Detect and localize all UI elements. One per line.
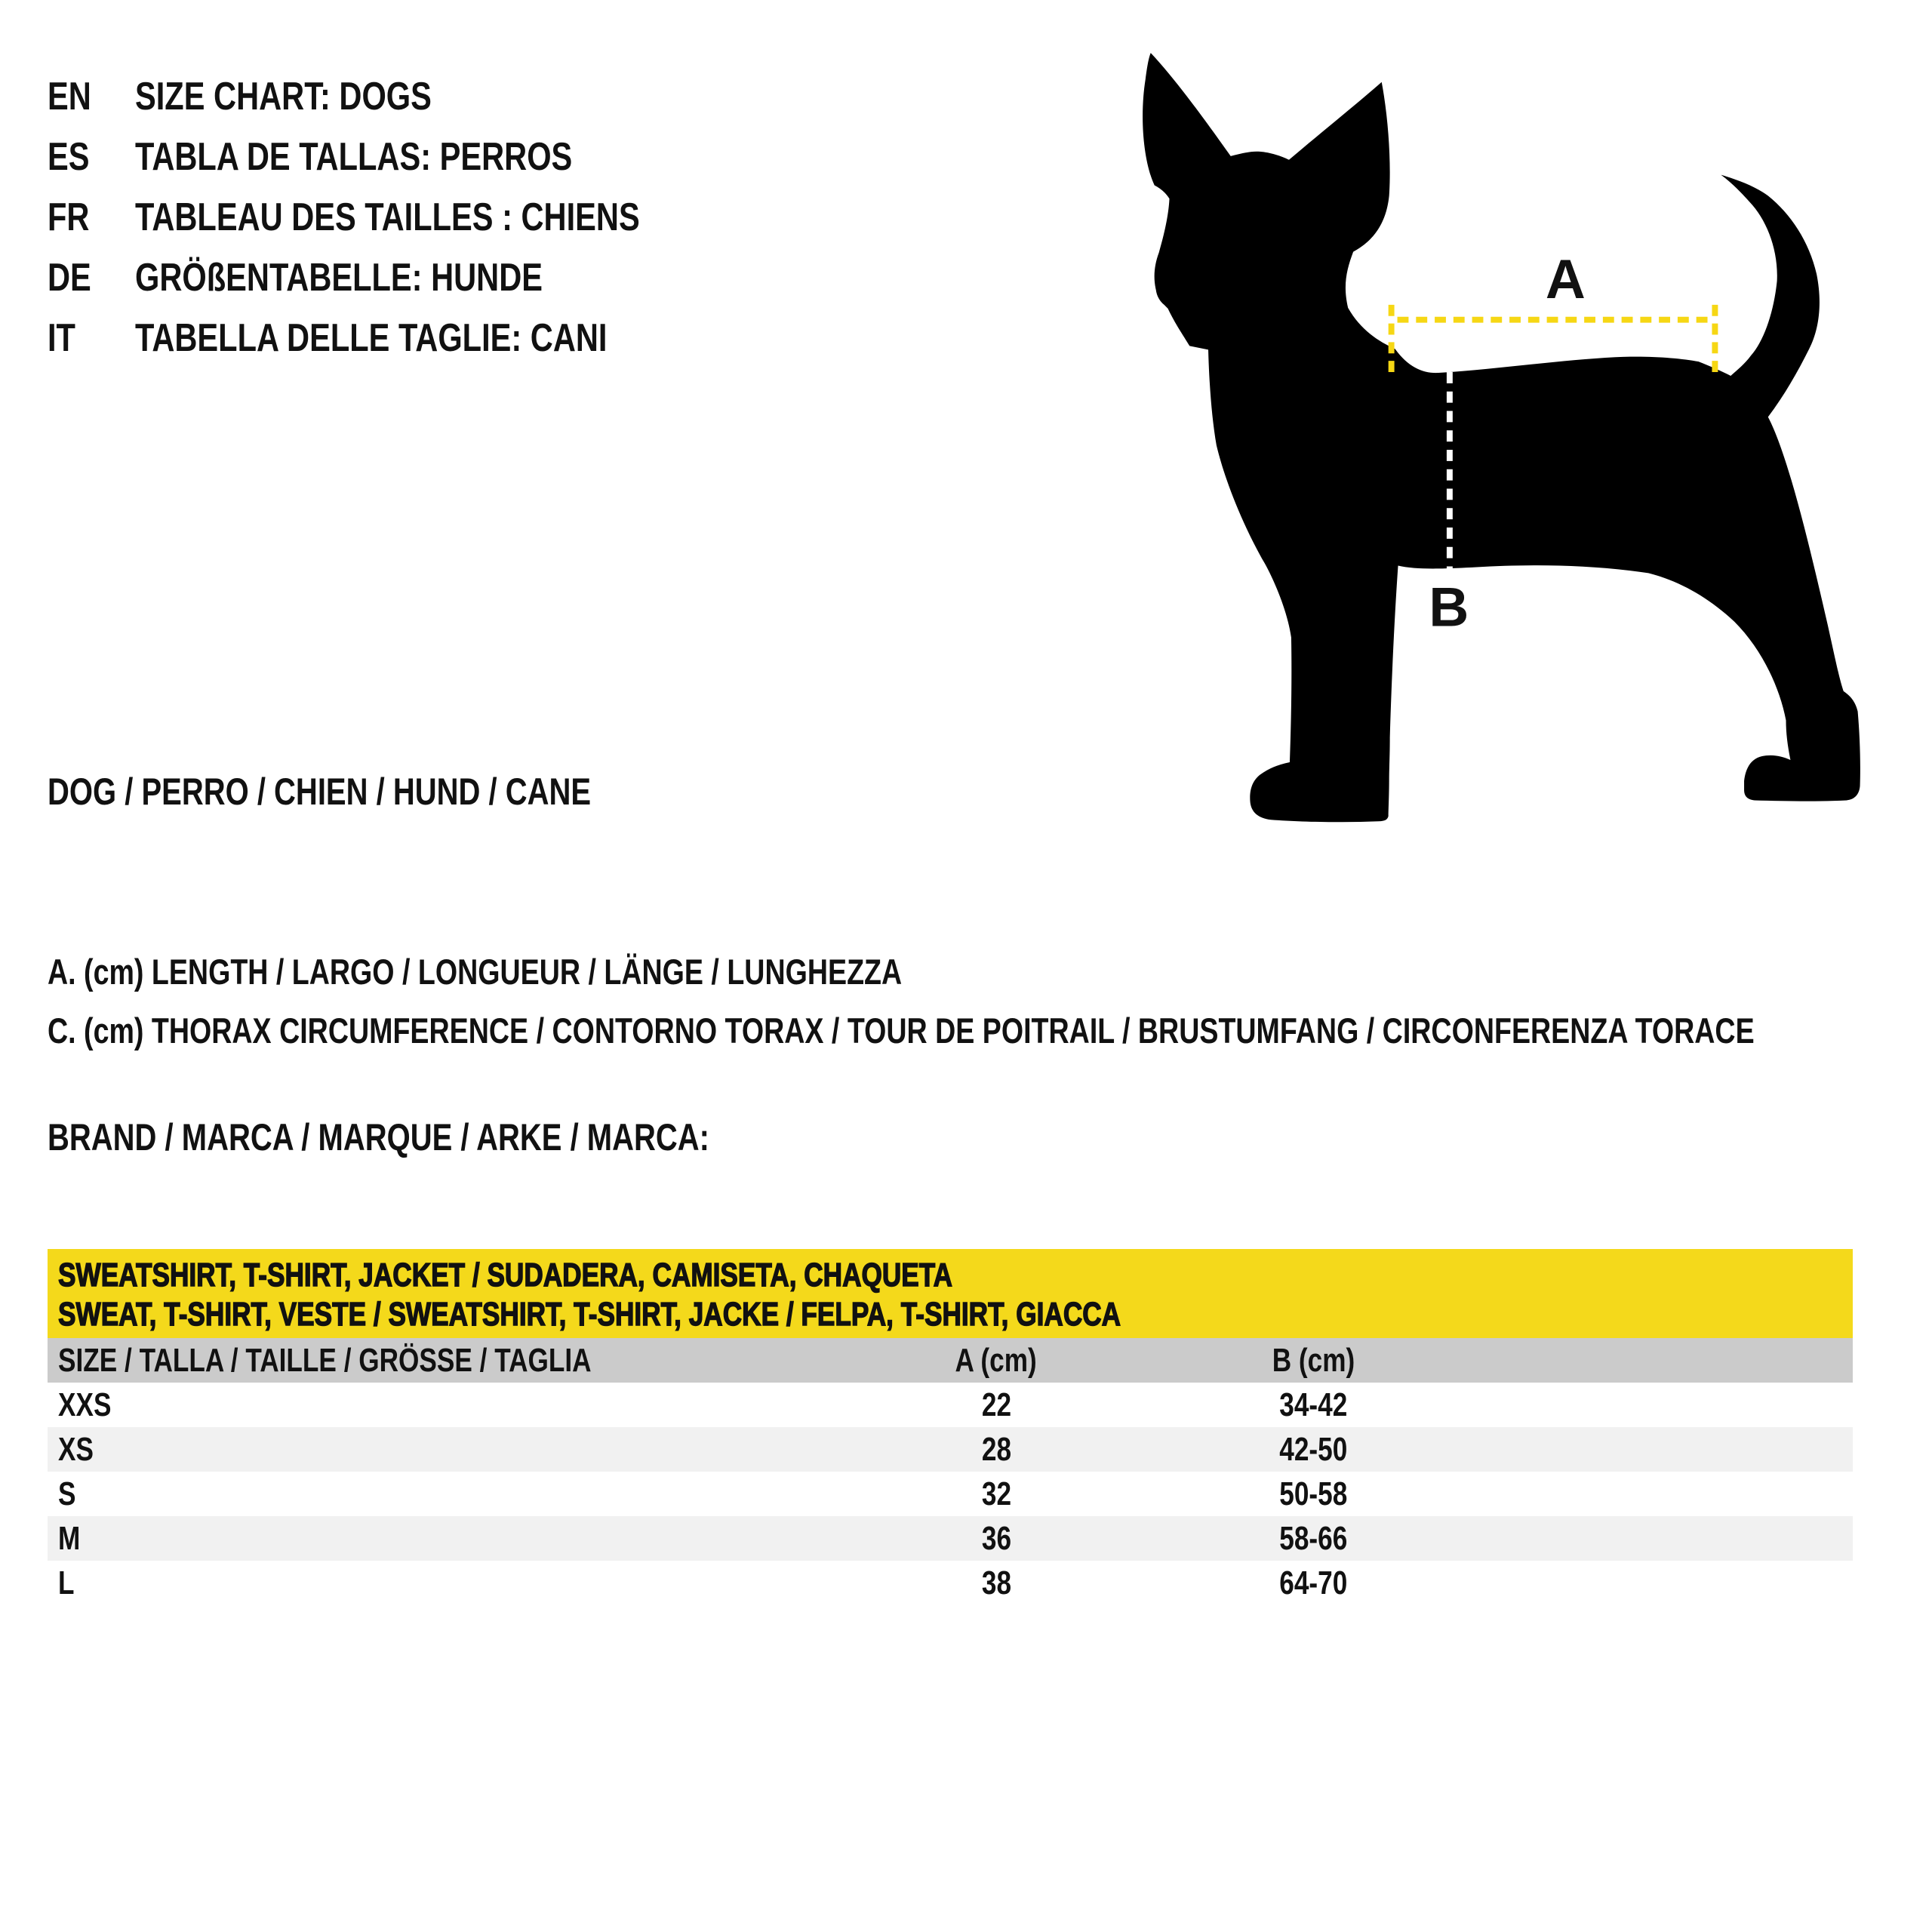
measure-b-label: B bbox=[1429, 576, 1469, 638]
column-header-b: B (cm) bbox=[1272, 1341, 1355, 1379]
row-a-value: 28 bbox=[981, 1430, 1011, 1468]
language-row-fr bbox=[48, 187, 766, 248]
animal-caption: DOG / PERRO / CHIEN / HUND / CANE bbox=[48, 771, 592, 813]
row-b-value: 50-58 bbox=[1278, 1475, 1348, 1512]
row-a-value: 38 bbox=[981, 1564, 1011, 1601]
row-size-label: S bbox=[58, 1475, 76, 1512]
language-title: SIZE CHART: DOGS bbox=[135, 75, 432, 118]
language-code: ES bbox=[48, 135, 90, 179]
size-table bbox=[48, 1249, 1853, 1605]
size-table-header-line-1: SWEATSHIRT, T-SHIRT, JACKET / SUDADERA, CAMISETA, CHAQUETA bbox=[58, 1257, 953, 1294]
row-b-value: 42-50 bbox=[1278, 1430, 1348, 1468]
row-size-label: M bbox=[58, 1519, 81, 1557]
row-size-label: XXS bbox=[58, 1386, 112, 1423]
language-row-de bbox=[48, 248, 766, 308]
dog-measurement-diagram bbox=[1132, 45, 1902, 857]
language-code: IT bbox=[48, 316, 75, 360]
language-row-es bbox=[48, 127, 766, 187]
row-b-value: 58-66 bbox=[1278, 1519, 1348, 1557]
language-row-it bbox=[48, 308, 766, 368]
language-title: TABLA DE TALLAS: PERROS bbox=[135, 135, 573, 179]
row-b-value: 34-42 bbox=[1278, 1386, 1348, 1423]
dog-silhouette-illustration bbox=[1143, 53, 1860, 822]
table-row bbox=[48, 1516, 1853, 1561]
size-table-column-header-row bbox=[48, 1338, 1853, 1383]
row-a-value: 32 bbox=[981, 1475, 1011, 1512]
brand-label: BRAND / MARCA / MARQUE / ARKE / MARCA: bbox=[48, 1116, 709, 1158]
row-size-label: L bbox=[58, 1564, 75, 1601]
size-table-header bbox=[48, 1249, 1853, 1338]
column-header-a: A (cm) bbox=[955, 1341, 1038, 1379]
table-row bbox=[48, 1427, 1853, 1472]
row-b-value: 64-70 bbox=[1278, 1564, 1348, 1601]
language-title: TABELLA DELLE TAGLIE: CANI bbox=[135, 316, 608, 360]
table-row bbox=[48, 1561, 1853, 1605]
column-header-size: SIZE / TALLA / TAILLE / GRÖSSE / TAGLIA bbox=[58, 1341, 592, 1379]
table-row bbox=[48, 1383, 1853, 1427]
row-size-label: XS bbox=[58, 1430, 94, 1468]
language-code: DE bbox=[48, 256, 91, 300]
legend-line-c: C. (cm) THORAX CIRCUMFERENCE / CONTORNO TORAX / TOUR DE POITRAIL / BRUSTUMFANG / CIRCONFERENZA TORACE bbox=[48, 1010, 1755, 1051]
language-title: GRÖßENTABELLE: HUNDE bbox=[135, 256, 543, 300]
legend-line-a: A. (cm) LENGTH / LARGO / LONGUEUR / LÄNGE / LUNGHEZZA bbox=[48, 951, 903, 992]
language-code: EN bbox=[48, 75, 91, 118]
language-code: FR bbox=[48, 195, 90, 239]
measure-a-label: A bbox=[1545, 248, 1586, 310]
size-table-header-line-2: SWEAT, T-SHIRT, VESTE / SWEATSHIRT, T-SHIRT, JACKE / FELPA, T-SHIRT, GIACCA bbox=[58, 1296, 1121, 1333]
language-title: TABLEAU DES TAILLES : CHIENS bbox=[135, 195, 640, 239]
row-a-value: 22 bbox=[981, 1386, 1011, 1423]
measurement-legend bbox=[48, 942, 1932, 1060]
language-row-en bbox=[48, 66, 766, 127]
row-a-value: 36 bbox=[981, 1519, 1011, 1557]
table-row bbox=[48, 1472, 1853, 1516]
language-list bbox=[48, 66, 766, 368]
